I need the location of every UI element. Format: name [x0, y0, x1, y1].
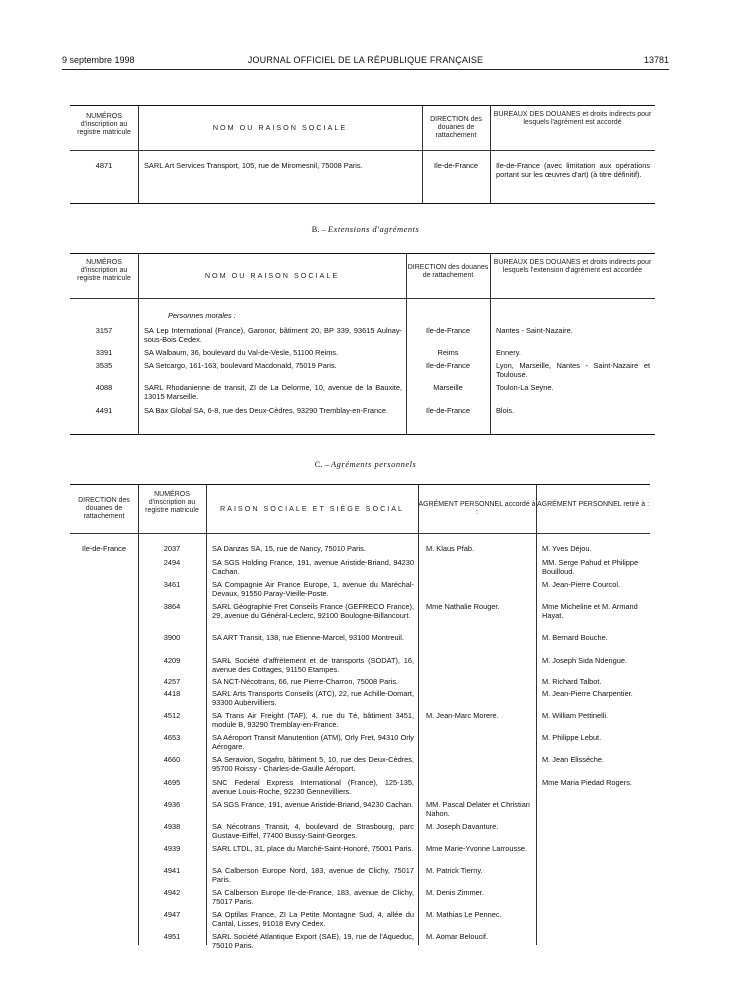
page-header: [62, 55, 669, 69]
table-row-num: 4938: [163, 822, 181, 831]
table-row-num: 4257: [163, 677, 181, 686]
table-row-num: 2494: [163, 558, 181, 567]
header-direction: DIRECTION des douanes de rattachement: [78, 497, 130, 520]
table-row-num: 3461: [163, 580, 181, 589]
table-row-nom: SA NCT-Nécotrans, 66, rue Pierre-Charron, 75008 Paris.: [212, 677, 399, 686]
page-number: 13781: [643, 55, 669, 65]
table-row-nom: SARL Géographie Fret Conseils France (GEFRECO France), 29, avenue du Général-Leclerc, 92100 Boulogne-Billancourt.: [212, 602, 414, 620]
table-row-num: 4942: [163, 888, 181, 897]
table-a: [70, 105, 655, 204]
table-row-nom: SA Trans Air Freight (TAF), 4, rue du Té, bâtiment 3451, module B, 93290 Tremblay-en-France.: [212, 711, 414, 729]
table-row-num: 4936: [163, 800, 181, 809]
table-row-bureaux: Nantes - Saint-Nazaire.: [496, 326, 573, 335]
table-row-nom: SARL Société d'affrètement et de transports (SODAT), 16, avenue des Cottages, 91150 Etampes.: [212, 656, 414, 674]
table-row-direction: Ile-de-France: [426, 361, 470, 370]
table-row-nom: SA Setcargo, 161-163, boulevard Macdonald, 75019 Paris.: [144, 361, 337, 370]
table-c: [70, 484, 650, 950]
table-row-bureaux: Toulon-La Seyne.: [496, 383, 554, 392]
table-row-retire: M. Philippe Lebut.: [542, 733, 602, 742]
table-row-retire: M. Jean Elisséche.: [542, 755, 605, 764]
header-direction: DIRECTION des douanes de rattachement: [407, 264, 489, 279]
table-row-num: 4209: [163, 656, 181, 665]
direction-cell: Ile-de-France: [82, 544, 126, 553]
table-row-nom: SARL LTDL, 31, place du Marché-Saint-Honoré, 75001 Paris.: [212, 844, 414, 853]
table-row-num: 4941: [163, 866, 181, 875]
table-row-accorde: M. Joseph Davanture.: [426, 822, 499, 831]
table-b: [70, 253, 655, 435]
table-row-num: 3157: [95, 326, 113, 335]
table-row-nom: SA Walbaum, 36, boulevard du Val-de-Vesle, 51100 Reims.: [144, 348, 339, 357]
table-row-retire: M. Jean-Pierre Charpentier.: [542, 689, 633, 698]
table-row-num: 4653: [163, 733, 181, 742]
table-row-accorde: M. Aomar Beloucif.: [426, 932, 489, 941]
table-row-num: 4695: [163, 778, 181, 787]
table-row-num: 4418: [163, 689, 181, 698]
table-row-nom: SA Calberson Europe Ile-de-France, 183, avenue de Clichy, 75017 Paris.: [212, 888, 414, 906]
header-raison-sociale: RAISON SOCIALE ET SIÈGE SOCIAL: [219, 504, 405, 513]
table-row-accorde: MM. Pascal Delater et Christian Nahon.: [426, 800, 530, 818]
table-row-accorde: M. Patrick Tierny.: [426, 866, 483, 875]
header-numeros: NUMÉROS d'inscription au registre matricule: [77, 259, 131, 282]
table-row-nom: SNC Federal Express International (France), 125-135, avenue Louis-Roche, 92230 Gennevilliers.: [212, 778, 414, 796]
table-row-nom: SA Optilas France, ZI La Petite Montagne Sud, 4, allée du Cantal, Lisses, 91018 Evry Cedex.: [212, 910, 414, 928]
header-bureaux: BUREAUX DES DOUANES et droits indirects pour lesquels l'extension d'agrément est accordée: [493, 259, 652, 274]
table-row-num: 4660: [163, 755, 181, 764]
table-row-accorde: M. Klaus Pfab.: [426, 544, 475, 553]
table-row-retire: MM. Serge Pahud et Philippe Bouilloud.: [542, 558, 639, 576]
table-row-nom: SARL Arts Transports Conseils (ATC), 22, rue Achille-Domart, 93300 Aubervilliers.: [212, 689, 414, 707]
journal-title: JOURNAL OFFICIEL DE LA RÉPUBLIQUE FRANÇAISE: [247, 55, 484, 65]
table-row-nom: SA Aéroport Transit Manutention (ATM), Orly Fret, 94310 Orly Aérogare.: [212, 733, 414, 751]
table-row-nom: SA Nécotrans Transit, 4, boulevard de Strasbourg, parc Gustave-Eiffel, 77400 Bussy-Saint-Georges.: [212, 822, 414, 840]
table-row-accorde: M. Mathias Le Pennec.: [426, 910, 502, 919]
table-row-num: 3391: [95, 348, 113, 357]
header-agrement-retire: AGRÉMENT PERSONNEL retiré à :: [536, 501, 650, 508]
table-row-retire: M. Joseph Sida Ndengue.: [542, 656, 628, 665]
table-row-nom: SA Lep International (France), Garonor, bâtiment 20, BP 339, 93615 Aulnay-sous-Bois Cedex.: [144, 326, 402, 344]
section-c-title: C. – Agréments personnels: [314, 459, 417, 469]
table-row-nom: SA Compagnie Air France Europe, 1, avenue du Maréchal-Devaux, 91550 Paray-Vieille-Poste.: [212, 580, 414, 598]
table-row-direction: Ile-de-France: [426, 406, 470, 415]
table-row-nom: SARL Rhodanienne de transit, ZI de La Delorme, 10, avenue de la Bauxite, 13015 Marseille.: [144, 383, 402, 401]
table-row-accorde: M. Jean-Marc Morere.: [426, 711, 499, 720]
table-row-bureaux: Lyon, Marseille, Nantes - Saint-Nazaire et Toulouse.: [496, 361, 650, 379]
table-row-num: 3864: [163, 602, 181, 611]
table-row-bureaux: Ennery.: [496, 348, 521, 357]
table-row-accorde: Mme Nathalie Rouger.: [426, 602, 500, 611]
table-row-num: 4512: [163, 711, 181, 720]
table-row-direction: Reims: [437, 348, 459, 357]
table-row-nom: SA Bax Global SA, 6-8, rue des Deux-Cèdres, 93290 Tremblay-en-France.: [144, 406, 389, 415]
table-row-retire: M. Yves Déjou.: [542, 544, 592, 553]
table-row-retire: M. Jean-Pierre Courcol.: [542, 580, 621, 589]
table-a-direction: Ile-de-France: [434, 161, 478, 170]
table-a-nom: SARL Art Services Transport, 105, rue de Miromesnil, 75008 Paris.: [144, 161, 363, 170]
table-row-retire: M. William Pettinelli.: [542, 711, 609, 720]
subheading-personnes-morales: Personnes morales :: [168, 311, 236, 320]
table-row-nom: SA Calberson Europe Nord, 183, avenue de Clichy, 75017 Paris.: [212, 866, 414, 884]
table-row-nom: SA Seravion, Sogafro, bâtiment 5, 10, rue des Deux-Cèdres, 95700 Roissy - Charles-de-Gaulle Aéroport.: [212, 755, 414, 773]
table-row-num: 4947: [163, 910, 181, 919]
table-row-nom: SA ART Transit, 138, rue Etienne-Marcel, 93100 Montreuil.: [212, 633, 404, 642]
table-row-accorde: M. Denis Zimmer.: [426, 888, 484, 897]
header-direction: DIRECTION des douanes de rattachement: [430, 116, 482, 139]
table-row-nom: SA Danzas SA, 15, rue de Nancy, 75010 Paris.: [212, 544, 366, 553]
header-nom: NOM OU RAISON SOCIALE: [212, 123, 348, 132]
table-row-num: 3900: [163, 633, 181, 642]
table-row-num: 2037: [163, 544, 181, 553]
table-row-num: 3535: [95, 361, 113, 370]
table-row-retire: M. Richard Talbot.: [542, 677, 602, 686]
table-row-num: 4088: [95, 383, 113, 392]
header-nom: NOM OU RAISON SOCIALE: [204, 271, 340, 280]
table-row-nom: SARL Société Atlantique Export (SAE), 19, rue de l'Aqueduc, 75010 Paris.: [212, 932, 414, 950]
table-row-retire: M. Bernard Bouche.: [542, 633, 608, 642]
table-row-num: 4491: [95, 406, 113, 415]
table-row-direction: Ile-de-France: [426, 326, 470, 335]
table-a-num: 4871: [95, 161, 113, 170]
header-agrement-accorde: AGRÉMENT PERSONNEL accordé à :: [418, 501, 536, 516]
section-b-title: B. – Extensions d'agréments: [311, 224, 420, 234]
table-row-nom: SA SGS France, 191, avenue Aristide-Briand, 94230 Cachan.: [212, 800, 414, 809]
table-row-num: 4939: [163, 844, 181, 853]
table-row-num: 4951: [163, 932, 181, 941]
header-bureaux: BUREAUX DES DOUANES et droits indirects pour lesquels l'agrément est accordé: [493, 111, 652, 126]
table-a-bureaux: Ile-de-France (avec limitation aux opérations portant sur les œuvres d'art) (à titre définitif).: [496, 161, 650, 179]
header-numeros: NUMÉROS d'inscription au registre matricule: [77, 113, 131, 136]
header-numeros: NUMÉROS d'inscription au registre matricule: [145, 491, 199, 514]
table-row-bureaux: Blois.: [496, 406, 515, 415]
table-row-retire: Mme Micheline et M. Armand Hayat.: [542, 602, 638, 620]
table-row-nom: SA SGS Holding France, 191, avenue Aristide-Briand, 94230 Cachan.: [212, 558, 414, 576]
table-row-retire: Mme Maria Piedad Rogers.: [542, 778, 632, 787]
header-rule: [62, 69, 669, 70]
table-row-direction: Marseille: [433, 383, 463, 392]
table-row-accorde: Mme Marie-Yvonne Larrousse.: [426, 844, 528, 853]
header-date: 9 septembre 1998: [62, 55, 135, 65]
